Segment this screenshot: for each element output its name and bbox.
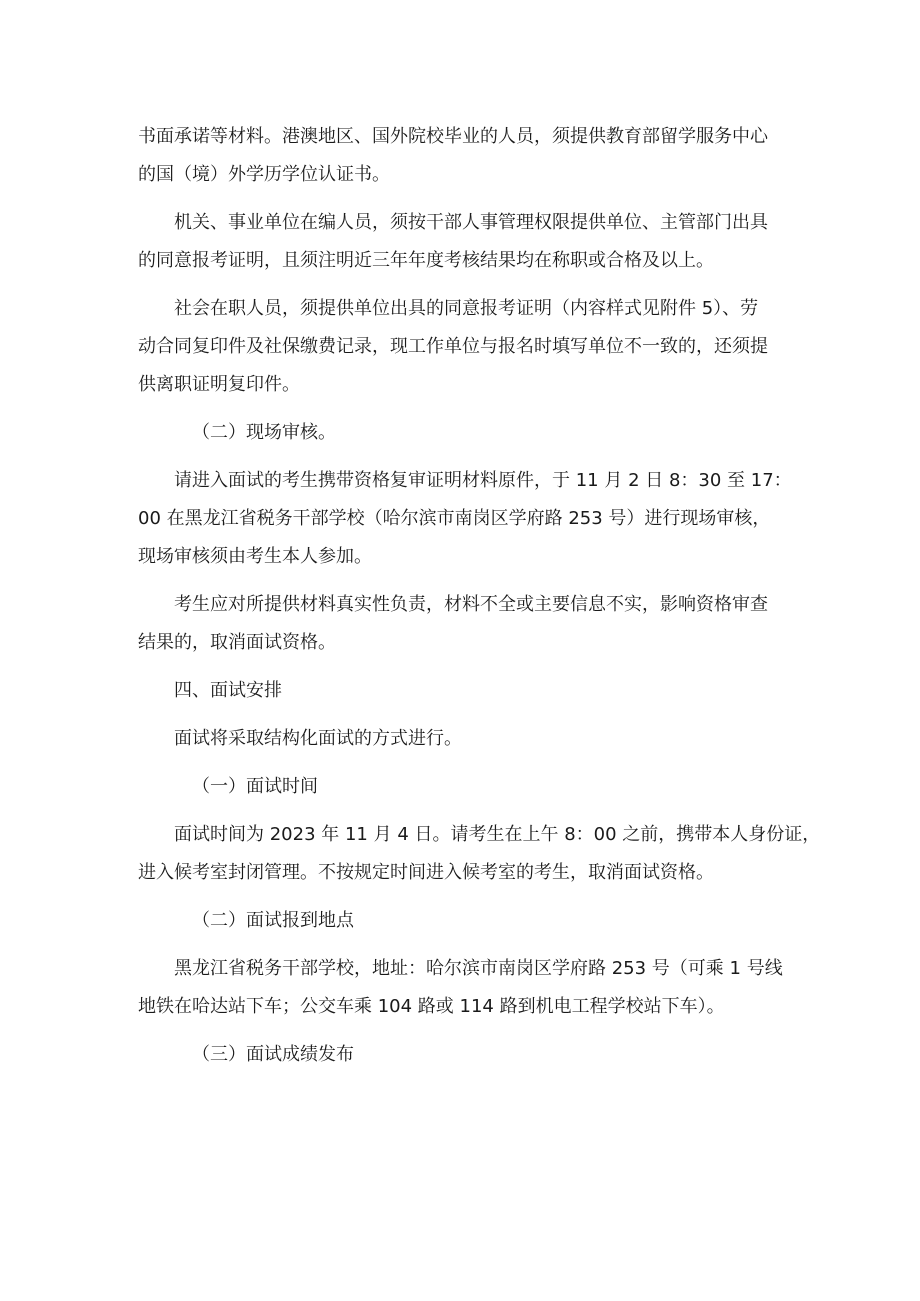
text-line: （三）面试成绩发布 bbox=[192, 1044, 354, 1065]
paragraph-materials-commitment bbox=[138, 118, 786, 194]
paragraph-onsite-review-details bbox=[138, 462, 792, 576]
heading-interview-time bbox=[138, 768, 786, 806]
text-line: 考生应对所提供材料真实性负责，材料不全或主要信息不实，影响资格审查 bbox=[174, 594, 768, 615]
paragraph-interview-location-details bbox=[138, 950, 786, 1026]
text-line: 地铁在哈达站下车；公交车乘 104 路或 114 路到机电工程学校站下车）。 bbox=[138, 996, 725, 1017]
text-line: 00 在黑龙江省税务干部学校（哈尔滨市南岗区学府路 253 号）进行现场审核， bbox=[138, 508, 771, 529]
text-line: 结果的，取消面试资格。 bbox=[138, 632, 336, 653]
paragraph-interview-time-details bbox=[138, 816, 821, 892]
text-line: 的同意报考证明，且须注明近三年年度考核结果均在称职或合格及以上。 bbox=[138, 250, 714, 271]
paragraph-public-institution-staff bbox=[138, 204, 786, 280]
text-line: 黑龙江省税务干部学校，地址：哈尔滨市南岗区学府路 253 号（可乘 1 号线 bbox=[174, 958, 783, 979]
text-line: 社会在职人员，须提供单位出具的同意报考证明（内容样式见附件 5）、劳 bbox=[174, 298, 759, 319]
paragraph-authenticity bbox=[138, 586, 786, 662]
text-line: 机关、事业单位在编人员，须按干部人事管理权限提供单位、主管部门出具 bbox=[174, 212, 768, 233]
text-line: 动合同复印件及社保缴费记录，现工作单位与报名时填写单位不一致的，还须提 bbox=[138, 336, 768, 357]
text-line: 面试时间为 2023 年 11 月 4 日。请考生在上午 8：00 之前，携带本人身份证， bbox=[174, 824, 821, 845]
text-line: （二）面试报到地点 bbox=[192, 910, 354, 931]
heading-interview-arrangement bbox=[138, 672, 786, 710]
text-line: （二）现场审核。 bbox=[192, 422, 336, 443]
text-line: 面试将采取结构化面试的方式进行。 bbox=[174, 728, 462, 749]
text-line: 现场审核须由考生本人参加。 bbox=[138, 546, 372, 567]
text-line: （一）面试时间 bbox=[192, 776, 318, 797]
text-line: 供离职证明复印件。 bbox=[138, 374, 300, 395]
text-line: 书面承诺等材料。港澳地区、国外院校毕业的人员，须提供教育部留学服务中心 bbox=[138, 126, 768, 147]
paragraph-interview-format bbox=[138, 720, 786, 758]
paragraph-employed-persons bbox=[138, 290, 786, 404]
heading-interview-results bbox=[138, 1036, 786, 1074]
text-line: 请进入面试的考生携带资格复审证明材料原件，于 11 月 2 日 8：30 至 17： bbox=[174, 470, 792, 491]
text-line: 的国（境）外学历学位认证书。 bbox=[138, 164, 390, 185]
heading-interview-location bbox=[138, 902, 786, 940]
document-page bbox=[138, 118, 821, 1084]
text-line: 进入候考室封闭管理。不按规定时间进入候考室的考生，取消面试资格。 bbox=[138, 862, 714, 883]
heading-onsite-review bbox=[138, 414, 786, 452]
text-line: 四、面试安排 bbox=[174, 680, 282, 701]
